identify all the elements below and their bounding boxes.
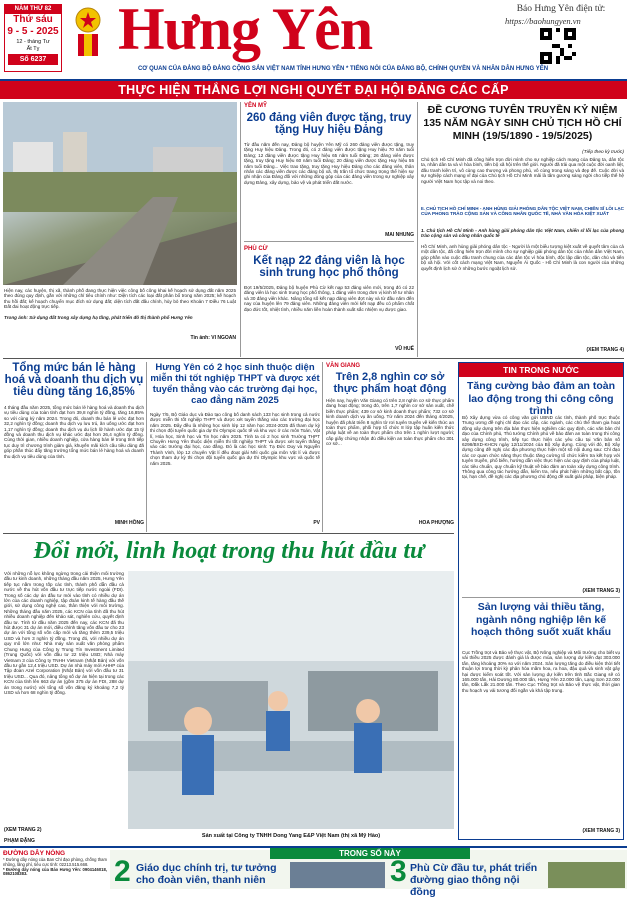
hotline-title: ĐƯỜNG DÂY NÓNG [3, 850, 66, 857]
headline-invest[interactable]: Đổi mới, linh hoạt trong thu hút đầu tư [33, 538, 425, 564]
tagline: CƠ QUAN CỦA ĐẢNG BỘ ĐẢNG CỘNG SẢN VIỆT NAM TỈNH HƯNG YÊN * TIẾNG NÓI CỦA ĐẢNG BỘ, CHÍNH QUYỀN VÀ NHÂN DÂN HƯNG YÊN [137, 66, 549, 72]
contents-item-1-photo [290, 862, 385, 888]
subhead-hcm: II. CHỦ TỊCH HỒ CHÍ MINH - ANH HÙNG GIẢI PHÓNG DÂN TỘC VIỆT NAM, CHIẾN SĨ LỖI LẠC CỦA PHONG TRÀO CỘNG SẢN VÀ CÔNG NHÂN QUỐC TẾ, NHÀ VĂN HÓA KIỆT XUẤT [421, 206, 624, 217]
weekday: Thứ sáu [13, 14, 53, 25]
headline-vangiang[interactable]: Trên 2,8 nghìn cơ sở thực phẩm hoạt động [333, 371, 447, 395]
more-link-lychee[interactable]: (XEM TRANG 3) [582, 828, 620, 834]
more-link-invest[interactable]: (XEM TRANG 2) [4, 827, 42, 833]
body-hcm: Chủ tịch Hồ Chí Minh đã cống hiến trọn đời mình cho sự nghiệp cách mạng của Đảng ta, dân tộc ta, nhân dân ta và vì hòa bình, tiến bộ xã hội trên thế giới. Người đã trải qua một cuộc đời oanh liệt, đấu tranh kiên trì, vô cùng cao thượng và phong phú, vô cùng trong sáng và đẹp đẽ. Cuộc đời và sự nghiệp cách mạng vĩ đại của Chủ tịch Hồ Chí Minh mãi là tấm gương sáng ngời cho tiếp thế hệ người Việt Nam học tập và noi theo. [421, 157, 624, 184]
contents-item-2-number: 3 [390, 855, 407, 888]
contents-item-2-title[interactable]: Phù Cừ đầu tư, phát triển đường giao thông nội đồng [410, 862, 538, 898]
hotline-body-2: * Đường dây nóng của Báo Hưng Yên: 0904146018, 0862108383. [3, 866, 107, 877]
contents-item-2-photo [548, 862, 625, 888]
subhead2-hcm: 1. Chủ tịch Hồ Chí Minh - Anh hùng giải phóng dân tộc Việt Nam, chiến sĩ lỗi lạc của phong trào cộng sản và công nhân quốc tế [421, 228, 624, 239]
headline-lychee[interactable]: Sản lượng vải thiều tăng, ngành nông nghiệp lên kế hoạch thông suốt xuất khẩu [470, 601, 611, 638]
headline-phucu[interactable]: Kết nạp 22 đảng viên là học sinh trung học phổ thông [253, 255, 405, 280]
newspaper-logo: Hưng Yên [118, 0, 373, 62]
contents-section [110, 849, 627, 898]
body-vangiang: Hiện nay, huyện Văn Giang có trên 2,8 nghìn cơ sở thực phẩm đang hoạt động; trong đó, trên 1,7 nghìn cơ sở sản xuất, chế biến thực phẩm; 439 cơ sở kinh doanh thực phẩm; 732 cơ sở kinh doanh dịch vụ ăn uống. Từ năm 2024 đến tháng 4/2025, huyện đã phát triển 8 nghìn tờ rơi tuyên truyền về kiến thức an toàn thực phẩm, phối hợp tổ chức 8 lớp tập huấn kiến thức pháp luật về an toàn thực phẩm cho trên 1 nghìn lượt người; cấp giấy chứng nhận đủ điều kiện an toàn thực phẩm cho 301 cơ sở... [326, 398, 455, 447]
lead-photo-credit: Tin ảnh: VI NGOAN [190, 335, 236, 341]
factory-photo-caption: Sản xuất tại Công ty TNHH Dong Yang E&P Việt Nam (thị xã Mỹ Hào) [201, 833, 381, 839]
news-box-title [459, 363, 623, 377]
headline-hcm[interactable]: ĐỀ CƯƠNG TUYÊN TRUYỀN KỶ NIỆM 135 NĂM NGÀY SINH CHỦ TỊCH HỒ CHÍ MINH (19/5/1890 - 19/5/2025) [423, 104, 622, 142]
headline-safety[interactable]: Tăng cường bảo đảm an toàn lao động trong thi công công trình [466, 380, 616, 417]
contents-title-text: TRONG SỐ NÀY [339, 849, 401, 858]
masthead [0, 0, 627, 78]
contents-title [270, 848, 470, 859]
lead-photo-caption-2: Trong ảnh: Sử dụng đất trong xây dựng hạ tầng, phát triển đô thị thành phố Hưng Yên [4, 315, 193, 320]
lunar-date: 12 - tháng Tư [16, 39, 50, 45]
issue-number: Số 6237 [8, 54, 58, 65]
section-label-yenmy: YÊN MỸ [244, 103, 268, 109]
contents-item-1-title[interactable]: Giáo dục chính trị, tư tưởng cho đoàn viên, thanh niên [136, 862, 277, 886]
year-label: NĂM THỨ 82 [5, 5, 61, 14]
online-label: Báo Hưng Yên điện tử: [516, 4, 606, 14]
body-students: Ngày 7/5, Bộ Giáo dục và Đào tạo công bố danh sách 133 học sinh trong cả nước được miễn thi tốt nghiệp THPT và được xét tuyển thẳng vào các trường đại học năm 2025. Đây đều là những học sinh lớp 12 năm học 2024-2025 đã tham dự kỳ thi chọn đội tuyển quốc gia dự thi Olympic quốc tế và khu vực ở các môn Toán, Vật lí, Hóa học, Sinh học và Tin học năm 2025. Tỉnh ta có 2 học sinh Trường THPT Chuyên Hưng Yên thuộc diện miễn thi tốt nghiệp THPT và được xét tuyển thẳng vào các trường đại học, cao đẳng. Đó là các học sinh: Tạ Đức Duy và Nguyễn Thành Vinh, lớp 12 chuyên Vật lí đều đoạt giải Nhì quốc gia môn Vật lí và được chọn tham dự kỳ thi chọn đội tuyển quốc gia dự thi Olympic khu vực và quốc tế năm 2025. [150, 412, 320, 466]
byline-students: PV [313, 520, 320, 526]
lead-photo [3, 102, 237, 285]
party-emblem-icon [70, 6, 106, 58]
more-link-safety[interactable]: (XEM TRANG 3) [582, 588, 620, 594]
section-label-phucu: PHÙ CỪ [244, 246, 268, 252]
body-phucu: Đợt 19/5/2025, Đảng bộ huyện Phù Cừ kết nạp 53 đảng viên mới, trong đó có 22 đảng viên là học sinh trung học phổ thông, 1 đảng viên trong đơn vị kinh tế tư nhân và 30 đảng viên khác. Nâng tổng số kết nạp đảng viên đợt này và từ đầu năm đến nay của huyện lên 79 đảng viên. Những đảng viên mới kết nạp đều có phẩm chất đạo đức tốt, nhiệt tình, nhiều năm liền hoàn thành xuất sắc nhiệm vụ được giao. [244, 285, 414, 312]
date-box [4, 4, 62, 72]
body2-hcm: Hồ Chí Minh, anh hùng giải phóng dân tộc - Người là một biểu tượng kiệt xuất về quyết tâm của cả một dân tộc, đã cống hiến trọn đời mình cho sự nghiệp giải phóng dân tộc của nhân dân Việt Nam, góp phần vào cuộc đấu tranh chung của các dân tộc vì hòa bình, độc lập dân tộc, dân chủ và tiến bộ xã hội. Với cốt cách mạng Việt Nam, Nguyễn Ái Quốc - Hồ Chí Minh là con người của những quyết định lịch sử ở những bước ngoặt lịch sử. [421, 244, 624, 271]
website-link[interactable]: https://baohungyen.vn [505, 16, 581, 26]
byline-phucu: VŨ HUẾ [395, 346, 414, 352]
hotline-body: * Đường dây nóng của Ban Chỉ đạo phòng, chống tham nhũng, lãng phí, tiêu cực tỉnh: 02213.515.668. [3, 857, 107, 867]
resolution-banner [0, 79, 627, 99]
qr-code-icon [540, 28, 576, 64]
body-invest: Với những nỗ lực không ngừng trong cải thiện môi trường đầu tư kinh doanh, những tháng đầu năm 2025, Hưng Yên tiếp tục nằm trong tốp các tỉnh, thành phố dẫn đầu cả nước về thu hút vốn đầu tư trực tiếp nước ngoài (FDI). Trong số các dự án đầu tư mới vào tỉnh có nhiều dự án lớn của các doanh nghiệp, tập đoàn kinh tế hàng đầu thế giới, sử dụng công nghệ cao, thân thiện với môi trường. Những tháng đầu năm 2025, các KCN của tỉnh đã thu hút nhiều doanh nghiệp đến khảo sát, nghiên cứu, quyết định đầu tư. Tính từ đầu năm 2025 đến nay, các KCN đã thu hút được 31 dự án mới, điều chỉnh tăng vốn đầu tư cho 23 dự án với tổng số vốn cấp mới và tăng thêm 239,5 triệu USD và hơn 3 nghìn tỷ đồng. Trong đó, với nhiều dự án quy mô lớn như: Nhà máy sản xuất văn phòng phẩm Chung Hung của Công ty Trung Tín Investment Limited (Trung Quốc) với vốn đầu tư 22 triệu USD; Nhà máy Vietnam 3 của Công ty TNHH Vietnam (Nhật Bản) với vốn đầu tư gần 12,4 triệu USD. Dự án nhà máy mới AHHP của Tập đoàn Azel Corporation (Nhật Bản) với vốn đầu tư 31 triệu USD... Qua đó, nâng tổng số dự án hiện tại trong các KCN của tỉnh lên 663 dự án (gồm 375 dự án FDI, 288 dự án trong nước) với tổng số vốn đăng ký khoảng 7,2 tỷ USD và hơn 68 nghìn tỷ đồng. [4, 571, 124, 695]
byline-yenmy: MAI NHUNG [385, 232, 414, 238]
byline-tax: MINH HỒNG [114, 520, 144, 526]
headline-tax[interactable]: Tổng mức bán lẻ hàng hoá và doanh thu dịch vụ tiêu dùng tăng 16,85% [4, 362, 144, 399]
byline-invest: PHẠM ĐẶNG [4, 838, 35, 844]
lunar-year: Ất Tỵ [26, 46, 40, 52]
body-lychee: Cục Trồng trọt và Bảo vệ thực vật, Bộ Nông nghiệp và Môi trường cho biết vụ vải thiều 2025 được đánh giá là được mùa, sản lượng dự kiến đạt 303.000 tấn, tăng khoảng 30% so với năm 2024. Sản lượng tăng do điều kiện thời tiết thuận lợi trong thời kỳ phân hóa mầm hoa, ra hoa, đậu quả và sinh vật gây hại được kiểm soát tốt. Với sản lượng dự kiến trên tỉnh Bắc Giang sẽ có 165.000 tấn, Hải Dương 80.000 tấn, Hưng Yên 22.000 tấn, Lạng Sơn 22.000 tấn, Đắk Lắk 21.000 tấn. Theo Cục Trồng trọt và Bảo vệ thực vật, thời gian thu hoạch vụ vải tương đối ngắn và khá tập trung. [462, 650, 620, 693]
news-box-title-text: TIN TRONG NƯỚC [503, 365, 579, 375]
more-link-hcm[interactable]: (XEM TRANG 4) [586, 347, 624, 353]
hotline-box [3, 850, 107, 888]
continued-note: (Tiếp theo kỳ trước) [582, 150, 624, 155]
issue-date: 9 - 5 - 2025 [7, 26, 59, 37]
headline-yenmy[interactable]: 260 đảng viên được tặng, truy tặng Huy hiệu Đảng [246, 112, 412, 137]
byline-vangiang: HOA PHƯỢNG [418, 520, 454, 526]
body-safety: Bộ Xây dựng vừa có công văn gửi UBND các tỉnh, thành phố trực thuộc Trung ương đề nghị chỉ đạo các cấp, các ngành, các chủ thể tham gia hoạt động xây dựng trên địa bàn thực hiện nghiêm các quy định, các văn bản chỉ đạo của Chính phủ, Thủ tướng Chính phủ về bảo đảm an toàn trong thi công xây dựng công trình, tiếp tục thực hiện các yêu cầu tại Văn bản số 6298/BXD-KHCN ngày 12/11/2024 của Bộ Xây dựng. Cùng với đó, Bộ Xây dựng cũng đề nghị các địa phương thực hiện một số nội dung sau: Chỉ đạo các cơ quan chức năng thực thuộc tăng cường tổ chức kiểm tra kết hợp với tuyên truyền, phổ biến, hướng dẫn việc thực hiện các quy định của pháp luật, các tiêu chuẩn, quy chuẩn kỹ thuật về bảo đảm an toàn xây dựng công trình. Thông qua công tác hướng dẫn, kiểm tra, nếu phát hiện những bất cập, tồn tại, hạn chế, đề nghị các địa phương chủ động đề xuất giải pháp, biện pháp. [462, 415, 620, 480]
contents-item-1-number: 2 [114, 855, 131, 888]
section-label-vangiang: VĂN GIANG [326, 363, 361, 369]
body-yenmy: Từ đầu năm đến nay, Đảng bộ huyện Yên Mỹ có 260 đảng viên được tặng, truy tặng Huy hiệu Đảng. Trong đó, có 2 đảng viên được tặng Huy hiệu 70 năm tuổi Đảng; 12 đảng viên được tặng Huy hiệu 65 năm tuổi Đảng; 26 đảng viên được tặng, truy tặng Huy hiệu 60 năm tuổi Đảng; 20 đảng viên được tặng Huy hiệu 55 năm tuổi Đảng... Việc trao tặng, truy tặng Huy hiệu Đảng cho các đảng viên, thân nhân các đảng viên được các đảng bộ xã, thị trấn tổ chức trang trọng thể hiện sự ghi nhận của Đảng đối với những đóng góp của các đảng viên trong sự nghiệp xây dựng Đảng, xây dựng, bảo vệ và phát triển đất nước. [244, 142, 414, 185]
factory-photo [128, 571, 454, 829]
body-tax: 4 tháng đầu năm 2025, tổng mức bán lẻ hàng hoá và doanh thu dịch vụ tiêu dùng của toàn tỉnh đạt hơn 39,8 nghìn tỷ đồng, tăng 16,85% so với cùng kỳ năm 2024. Trong đó, doanh thu bán lẻ ước đạt hơn 32,2 nghìn tỷ đồng; doanh thu dịch vụ lưu trú, ăn uống ước đạt hơn 1,17 nghìn tỷ đồng; doanh thu dịch vụ du lịch lữ hành ước đạt 15 tỷ đồng và doanh thu dịch vụ khác ước đạt hơn 26,4 nghìn tỷ đồng. Cùng thời gian, nhiều doanh nghiệp, cửa hàng bán lẻ trong tỉnh tiếp tục duy trì chương trình giảm giá, khuyến mãi kích cầu tiêu dùng đã góp phần thúc đẩy tăng trưởng tổng mức bán lẻ hàng hoá và doanh thu dịch vụ tiêu dùng của tỉnh. [4, 405, 144, 459]
banner-text: THỰC HIỆN THẮNG LỢI NGHỊ QUYẾT ĐẠI HỘI ĐẢNG CÁC CẤP [118, 83, 509, 97]
lead-photo-caption: Hiện nay, các huyện, thị xã, thành phố đang thực hiện việc công bố công khai kế hoạch sử dụng đất năm 2025 theo đúng quy định, gắn với những chỉ tiêu chính như: Diện tích các loại đất phân bổ trong năm 2025; kế hoạch thu hồi đất; kế hoạch chuyển mục đích sử dụng đất; diện tích đất đấu chính, hủy bỏ theo Khoản 7 Điều 76 Luật Đất đai hoạt động trực tiếp. [4, 288, 236, 310]
headline-students[interactable]: Hưng Yên có 2 học sinh thuộc diện miễn thi tốt nghiệp THPT và được xét tuyển thẳng vào các trường đại học, cao đẳng năm 2025 [150, 362, 320, 406]
